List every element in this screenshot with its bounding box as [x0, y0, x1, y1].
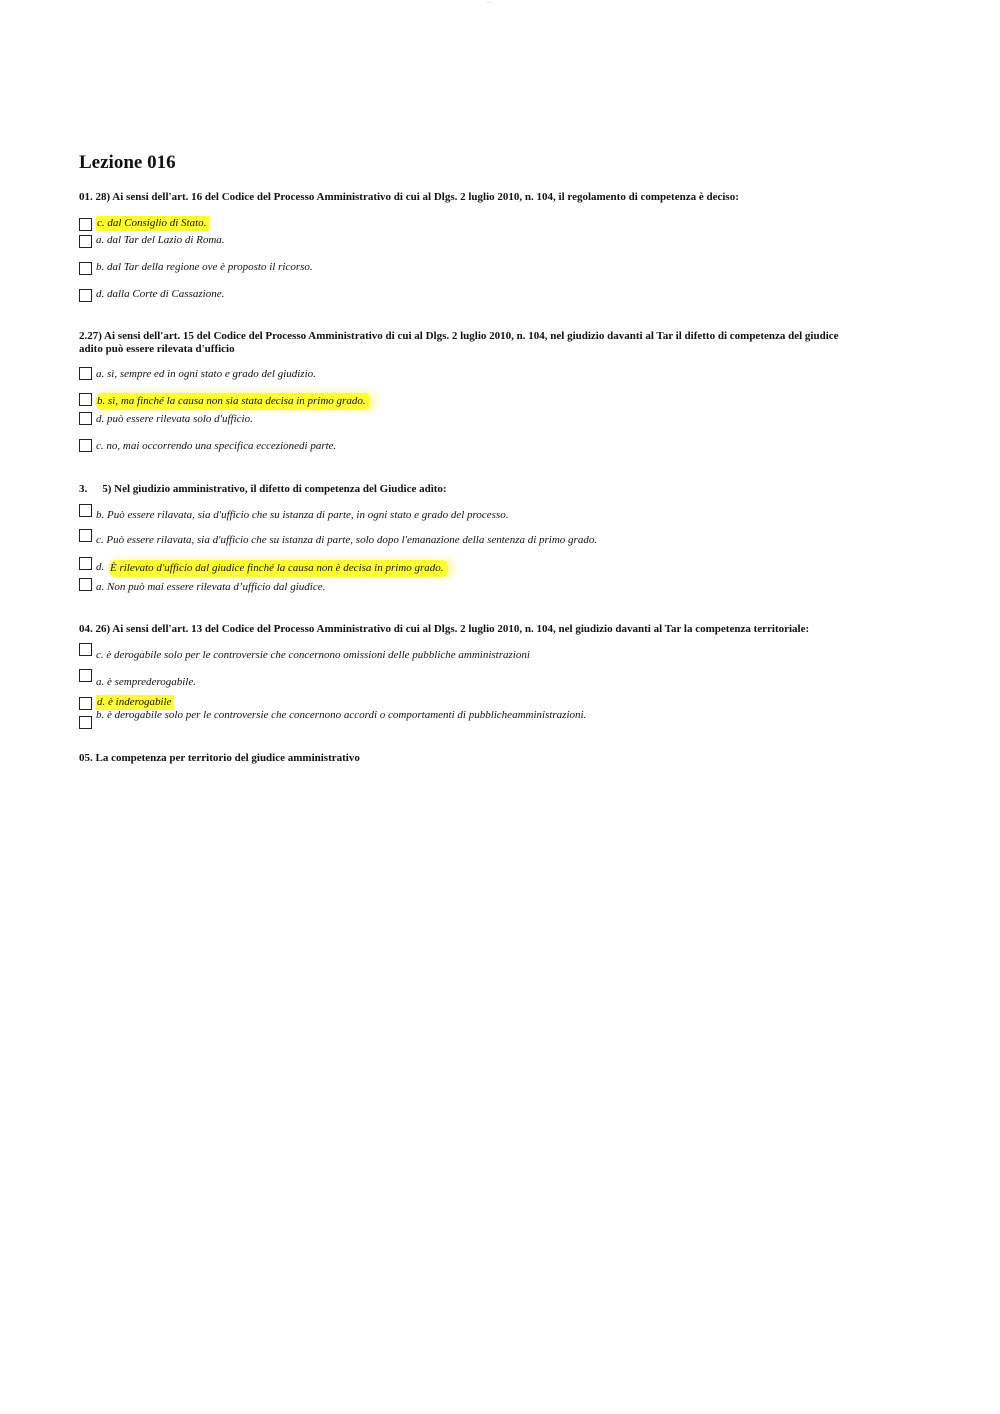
option-text: a. è semprederogabile. [96, 676, 196, 688]
option-text: a. dal Tar del Lazio di Roma. [96, 234, 225, 246]
answer-checkbox[interactable] [79, 439, 92, 452]
question-3-text [79, 483, 447, 496]
option-label: d. [96, 561, 105, 573]
question-5-text: 05. La competenza per territorio del giudice amministrativo [79, 752, 360, 764]
answer-checkbox[interactable] [79, 235, 92, 248]
answer-checkbox[interactable] [79, 289, 92, 302]
answer-checkbox[interactable] [79, 262, 92, 275]
answer-checkbox[interactable] [79, 393, 92, 406]
answer-checkbox[interactable] [79, 578, 92, 591]
answer-checkbox[interactable] [79, 412, 92, 425]
option-text: a. sì, sempre ed in ogni stato e grado del giudizio. [96, 368, 316, 380]
option-text: c. no, mai occorrendo una specifica eccezionedi parte. [96, 440, 337, 452]
question-2-text: 2.27) Ai sensi dell'art. 15 del Codice del Processo Amministrativo di cui al Dlgs. 2 luglio 2010, n. 104, nel giudizio davanti al Tar il difetto di competenza del giudice adito può essere rilevata d'ufficio [79, 330, 839, 355]
answer-checkbox[interactable] [79, 716, 92, 729]
answer-checkbox[interactable] [79, 367, 92, 380]
question-4-text: 04. 26) Ai sensi dell'art. 13 del Codice del Processo Amministrativo di cui al Dlgs. 2 luglio 2010, n. 104, nel giudizio davanti al Tar la competenza territoriale: [79, 623, 810, 635]
option-text: È rilevato d'ufficio dal giudice finché la causa non è decisa in primo grado. [109, 560, 448, 577]
option-text: c. è derogabile solo per le controversie che concernono omissioni delle pubbliche amministrazioni [96, 649, 530, 661]
answer-checkbox[interactable] [79, 669, 92, 682]
answer-checkbox[interactable] [79, 697, 92, 710]
answer-checkbox[interactable] [79, 529, 92, 542]
question-number: 3. [79, 483, 88, 495]
answer-checkbox[interactable] [79, 504, 92, 517]
option-text: a. Non può mai essere rilevata d’ufficio dal giudice. [96, 581, 326, 593]
option-text: b. sì, ma finché la causa non sia stata decisa in primo grado. [96, 393, 370, 410]
header-mark: —— [486, 0, 493, 4]
option-text: c. Può essere rilavata, sia d'ufficio che su istanza di parte, solo dopo l'emanazione della sentenza di primo grado. [96, 534, 598, 546]
option-text: d. dalla Corte di Cassazione. [96, 288, 225, 300]
option-text: d. può essere rilevata solo d'ufficio. [96, 413, 253, 425]
option-text: b. Può essere rilavata, sia d'ufficio che su istanza di parte, in ogni stato e grado del processo. [96, 509, 509, 521]
option-text: b. dal Tar della regione ove è proposto il ricorso. [96, 261, 313, 273]
option-text: c. dal Consiglio di Stato. [96, 216, 209, 231]
option-text: d. è inderogabile [96, 695, 174, 710]
question-1-text: 01. 28) Ai sensi dell'art. 16 del Codice del Processo Amministrativo di cui al Dlgs. 2 luglio 2010, n. 104, il regolamento di competenza è deciso: [79, 191, 739, 203]
option-text: b. è derogabile solo per le controversie che concernono accordi o comportamenti di pubblicheamministrazioni. [96, 709, 587, 721]
answer-checkbox[interactable] [79, 218, 92, 231]
lesson-title: Lezione 016 [79, 152, 176, 173]
question-body: 5) Nel giudizio amministrativo, il difetto di competenza del Giudice adìto: [102, 483, 447, 495]
answer-checkbox[interactable] [79, 557, 92, 570]
answer-checkbox[interactable] [79, 643, 92, 656]
